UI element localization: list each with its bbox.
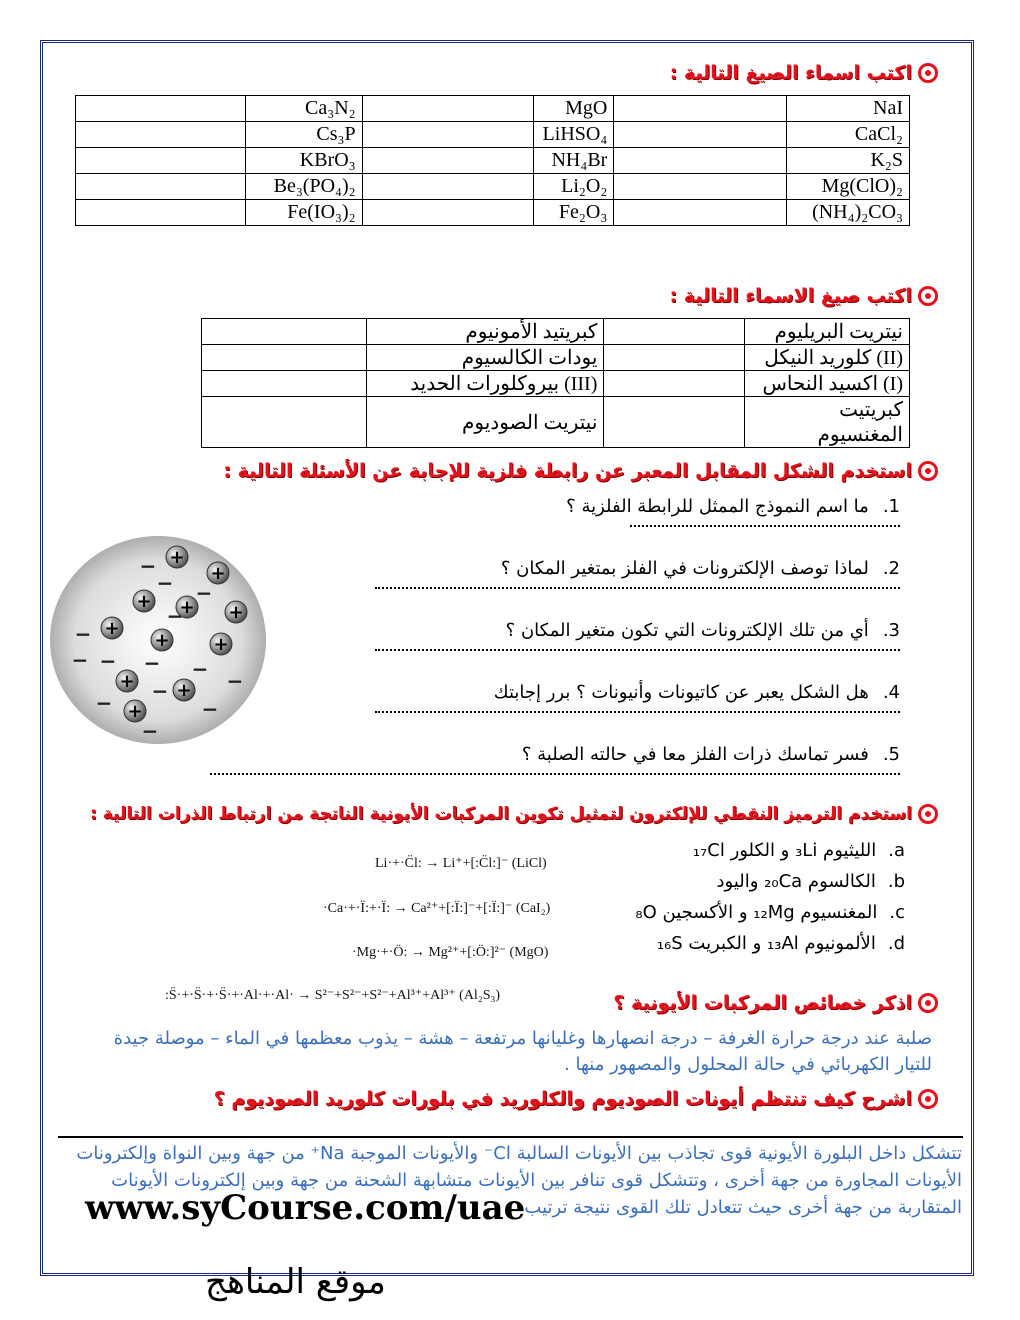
formula-cell: (NH₄)₂CO₃ [787, 200, 910, 226]
atom-pair [693, 840, 905, 861]
answer-cell[interactable] [614, 174, 787, 200]
plus-sign: + [176, 680, 192, 701]
formula-cell: LiHSO₄ [534, 122, 614, 148]
question-item [340, 496, 900, 558]
plus-sign: + [179, 597, 195, 618]
names-table [201, 318, 910, 448]
name-cell: كلوريد النيكل (II) [745, 345, 910, 371]
name-row [202, 345, 910, 371]
plus-sign: + [210, 563, 226, 584]
question-number: 3. [882, 620, 900, 641]
plus-sign: + [228, 602, 244, 623]
question-text: لماذا توصف الإلكترونات في الفلز بمتغير المكان ؟ [500, 558, 869, 579]
plus-sign: + [127, 701, 143, 722]
plus-sign: + [154, 630, 170, 651]
answer-cell[interactable] [614, 96, 787, 122]
plus-sign: + [136, 591, 152, 612]
electron-icon: − [226, 669, 244, 693]
answer-cell[interactable] [604, 345, 745, 371]
pair-letter: d. [887, 933, 905, 954]
formula-cell: Fe₂O₃ [534, 200, 614, 226]
question-list [340, 496, 900, 806]
atom-pair [717, 871, 905, 892]
watermark-arabic: موقع المناهج [205, 1262, 386, 1302]
plus-sign: + [119, 671, 135, 692]
electron-icon: − [95, 691, 113, 715]
equation-al2s3: :S̈·+·S̈·+·S̈·+·Al·+·Al· → S²⁻+S²⁻+S²⁻+Al³⁺+Al³⁺ (Al₂S₃) [165, 988, 501, 1003]
question-text: ما اسم النموذج الممثل للرابطة الفلزية ؟ [566, 496, 869, 517]
atom-pair [635, 902, 905, 923]
plus-sign: + [213, 634, 229, 655]
formula-cell: Fe(IO₃)₂ [245, 200, 362, 226]
atom-pair [657, 933, 905, 954]
formula-cell: Li₂O₂ [534, 174, 614, 200]
answer-cell[interactable] [202, 319, 367, 345]
answer-cell[interactable] [76, 200, 246, 226]
answer-cell[interactable] [362, 174, 534, 200]
formula-cell: Mg(ClO)₂ [787, 174, 910, 200]
name-row [202, 397, 910, 448]
pair-text: المغنسيوم ₁₂Mg و الأكسجين ₈O [635, 902, 878, 923]
answer-cell[interactable] [604, 397, 745, 448]
formula-cell: NH₄Br [534, 148, 614, 174]
formula-row [76, 200, 910, 226]
answer-cell[interactable] [362, 148, 534, 174]
electron-icon: − [74, 622, 92, 646]
answer-6: تتشكل داخل البلورة الأيونية قوى تجاذب بين الأيونات السالبة Cl⁻ والأيونات الموجبة Na⁺ من جهة وبين النواة وإلكترونات الأيونات المجاورة من جهة أخرى ، وتتشكل قوى تنافر بين الأيونات متشابهة الشحنة من جهة وبين إلكترونات الأيونات المتقاربة من جهة أخرى حيث تتعادل تلك القوى نتيجة ترتيب [76, 1143, 962, 1218]
answer-cell[interactable] [614, 148, 787, 174]
q1-heading: اكتب اسماء الصيغ التالية : [670, 62, 938, 84]
name-cell: نيتريت البريليوم [745, 319, 910, 345]
answer-cell[interactable] [362, 200, 534, 226]
formula-table [75, 95, 910, 226]
equation-cai2: ·Ca·+·Ï:+·Ï: → Ca²⁺+[:Ï:]⁻+[:Ï:]⁻ (CaI₂) [323, 901, 551, 916]
answer-cell[interactable] [76, 148, 246, 174]
q3-heading: استخدم الشكل المقابل المعبر عن رابطة فلزية للإجابة عن الأسئلة التالية : [223, 460, 938, 482]
electron-icon: − [156, 571, 174, 595]
name-cell: كبريتيد الأمونيوم [366, 319, 604, 345]
answer-cell[interactable] [604, 371, 745, 397]
bullet-gear-icon [918, 804, 938, 824]
bullet-gear-icon [918, 286, 938, 306]
formula-cell: MgO [534, 96, 614, 122]
electron-icon: − [143, 651, 161, 675]
answer-line[interactable] [375, 579, 900, 589]
answer-cell[interactable] [76, 174, 246, 200]
question-item [340, 682, 900, 744]
bullet-gear-icon [918, 63, 938, 83]
name-cell: اكسيد النحاس (I) [745, 371, 910, 397]
question-text: فسر تماسك ذرات الفلز معا في حالته الصلبة ؟ [521, 744, 869, 765]
metallic-bond-illustration [40, 530, 270, 750]
question-text: هل الشكل يعبر عن كاتيونات وأنيونات ؟ برر إجابتك [493, 682, 869, 703]
answer-cell[interactable] [614, 122, 787, 148]
pair-text: الليثيوم ₃Li و الكلور ₁₇Cl [692, 840, 877, 861]
divider [58, 1136, 963, 1138]
electron-icon: − [99, 649, 117, 673]
electron-icon: − [141, 719, 159, 743]
question-number: 5. [882, 744, 900, 765]
name-cell: بيروكلورات الحديد (III) [366, 371, 604, 397]
formula-cell: Cs₃P [245, 122, 362, 148]
formula-cell: NaI [787, 96, 910, 122]
q5-heading: اذكر خصائص المركبات الأيونية ؟ [613, 992, 938, 1014]
formula-cell: Be₃(PO₄)₂ [245, 174, 362, 200]
pair-text: الكالسوم ₂₀Ca واليود [716, 871, 876, 892]
answer-cell[interactable] [362, 96, 534, 122]
name-cell: كبريتيت المغنسيوم [745, 397, 910, 448]
answer-cell[interactable] [362, 122, 534, 148]
formula-cell: Ca₃N₂ [245, 96, 362, 122]
equation-licl: Li·+·C̈l: → Li⁺+[:C̈l:]⁻ (LiCl) [375, 856, 547, 871]
question-item [340, 620, 900, 682]
answer-5: صلبة عند درجة حرارة الغرفة – درجة انصهارها وغليانها مرتفعة – هشة – يذوب معظمها في الماء – موصلة جيدة للتيار الكهربائي في حالة المحلول والمصهور منها . [113, 1028, 932, 1075]
answer-cell[interactable] [76, 122, 246, 148]
answer-cell[interactable] [202, 371, 367, 397]
name-row [202, 319, 910, 345]
pair-text: الألمونيوم ₁₃Al و الكبريت ₁₆S [656, 933, 876, 954]
electron-icon: − [166, 604, 184, 628]
answer-cell[interactable] [614, 200, 787, 226]
question-number: 4. [882, 682, 900, 703]
plus-sign: + [104, 618, 120, 639]
question-number: 1. [882, 496, 900, 517]
question-item [340, 744, 900, 806]
electron-icon: − [139, 554, 157, 578]
electron-icon: − [195, 581, 213, 605]
electron-icon: − [191, 657, 209, 681]
q6-heading: اشرح كيف تنتظم أيونات الصوديوم والكلوريد في بلورات كلوريد الصوديوم ؟ [214, 1088, 938, 1110]
pair-letter: b. [887, 871, 905, 892]
answer-cell[interactable] [604, 319, 745, 345]
answer-line[interactable] [630, 517, 900, 527]
pair-letter: a. [888, 840, 905, 861]
formula-row [76, 96, 910, 122]
electron-icon: − [201, 697, 219, 721]
name-cell: نيتريت الصوديوم [366, 397, 604, 448]
bullet-gear-icon [918, 461, 938, 481]
pair-letter: c. [889, 902, 905, 923]
watermark-url: www.syCourse.com/uae [85, 1188, 526, 1228]
answer-cell[interactable] [76, 96, 246, 122]
formula-cell: CaCl₂ [787, 122, 910, 148]
q4-heading: استخدم الترميز النقطي للإلكترون لتمثيل تكوين المركبات الأيونية الناتجة من ارتباط الذرات التالية : [90, 804, 938, 824]
formula-cell: K₂S [787, 148, 910, 174]
question-number: 2. [882, 558, 900, 579]
bullet-gear-icon [918, 993, 938, 1013]
q2-heading: اكتب صيغ الاسماء التالية : [670, 285, 938, 307]
answer-cell[interactable] [202, 345, 367, 371]
question-text: أي من تلك الإلكترونات التي تكون متغير المكان ؟ [505, 620, 869, 641]
electron-icon: − [71, 648, 89, 672]
answer-line[interactable] [375, 641, 900, 651]
formula-row [76, 122, 910, 148]
question-item [340, 558, 900, 620]
equation-mgo: ·Mg·+·Ö: → Mg²⁺+[:Ö:]²⁻ (MgO) [352, 945, 549, 960]
formula-row [76, 148, 910, 174]
name-cell: يودات الكالسيوم [366, 345, 604, 371]
name-row [202, 371, 910, 397]
formula-row [76, 174, 910, 200]
answer-cell[interactable] [202, 397, 367, 448]
plus-sign: + [169, 547, 185, 568]
formula-cell: KBrO₃ [245, 148, 362, 174]
electron-icon: − [151, 679, 169, 703]
answer-line[interactable] [210, 765, 900, 775]
answer-line[interactable] [375, 703, 900, 713]
bullet-gear-icon [918, 1089, 938, 1109]
